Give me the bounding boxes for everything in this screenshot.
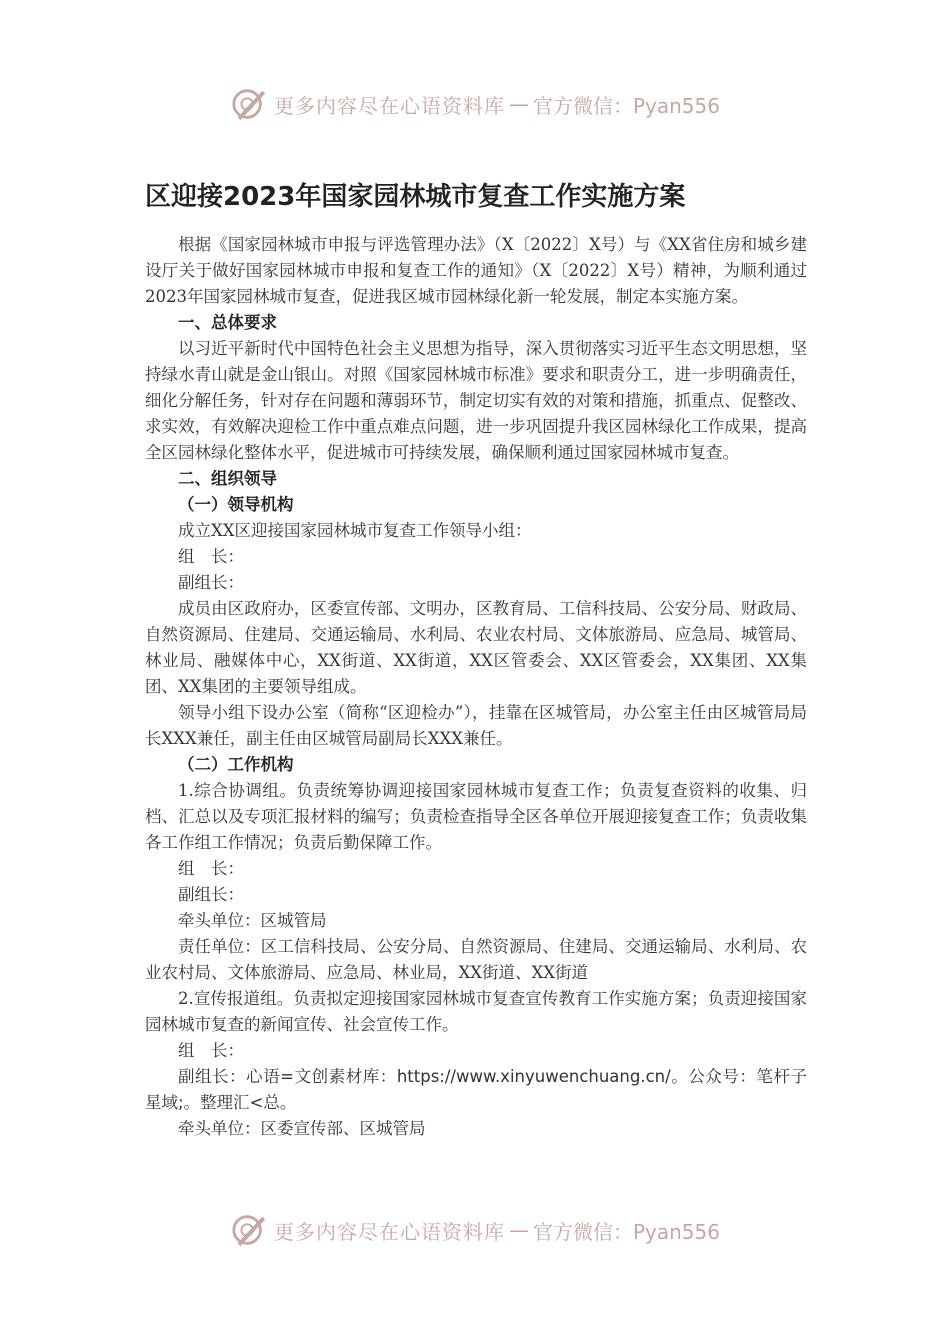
body-paragraph: 2.宣传报道组。负责拟定迎接国家园林城市复查宣传教育工作实施方案；负责迎接国家园林城市复查的新闻宣传、社会宣传工作。 [145, 989, 807, 1034]
section-heading: （二）工作机构 [178, 755, 294, 774]
body-paragraph: 组 长： [178, 859, 244, 878]
banner-text: 更多内容尽在心语资料库 [273, 93, 505, 118]
body-paragraph: 组 长： [178, 1041, 244, 1060]
banner-wechat: 官方微信：Pyan556 [532, 1219, 720, 1244]
document-title: 区迎接2023年国家园林城市复查工作实施方案 [145, 182, 686, 212]
body-paragraph: 1.综合协调组。负责统筹协调迎接国家园林城市复查工作；负责复查资料的收集、归档、汇总以及专项汇报材料的编写；负责检查指导全区各单位开展迎接复查工作；负责收集各工作组工作情况；负责后勤保障工作。 [145, 781, 807, 852]
body-paragraph: 领导小组下设办公室（简称“区迎检办”），挂靠在区城管局，办公室主任由区城管局局长XXX兼任，副主任由区城管局副局长XXX兼任。 [145, 703, 807, 748]
footer-watermark-banner [0, 1210, 950, 1250]
banner-separator: — [508, 1218, 529, 1242]
body-paragraph: 副组长： [178, 573, 244, 592]
section-heading: （一）领导机构 [178, 495, 294, 514]
body-paragraph: 根据《国家园林城市申报与评选管理办法》（X〔2022〕X号）与《XX省住房和城乡建设厅关于做好国家园林城市申报和复查工作的通知》（X〔2022〕X号）精神，为顺利通过2023年国家园林城市复查，促进我区城市园林绿化新一轮发展，制定本实施方案。 [145, 235, 807, 306]
body-paragraph: 成员由区政府办，区委宣传部、文明办，区教育局、工信科技局、公安分局、财政局、自然资源局、住建局、交通运输局、水利局、农业农村局、文体旅游局、应急局、城管局、林业局、融媒体中心，XX街道、XX街道，XX区管委会、XX区管委会，XX集团、XX集团、XX集团的主要领导组成。 [145, 599, 807, 696]
banner-separator: — [508, 92, 529, 116]
pen-logo-icon [230, 1211, 268, 1249]
section-heading: 二、组织领导 [178, 469, 277, 488]
header-watermark-banner [0, 84, 950, 124]
banner-text: 更多内容尽在心语资料库 [273, 1219, 505, 1244]
body-paragraph: 责任单位：区工信科技局、公安分局、自然资源局、住建局、交通运输局、水利局、农业农村局、文体旅游局、应急局、林业局，XX街道、XX街道 [145, 937, 807, 982]
body-paragraph: 牵头单位：区城管局 [178, 911, 327, 930]
section-heading: 一、总体要求 [178, 313, 277, 332]
body-paragraph: 成立XX区迎接国家园林城市复查工作领导小组： [178, 521, 532, 540]
document-body [145, 232, 807, 1142]
body-paragraph: 副组长： [178, 885, 244, 904]
body-paragraph: 组 长： [178, 547, 244, 566]
body-paragraph: 副组长：心语=文创素材库：https://www.xinyuwenchuang.cn/。公众号：笔杆子星域;。整理汇<总。 [145, 1067, 807, 1112]
pen-logo-icon [230, 85, 268, 123]
body-paragraph: 以习近平新时代中国特色社会主义思想为指导，深入贯彻落实习近平生态文明思想，坚持绿水青山就是金山银山。对照《国家园林城市标准》要求和职责分工，进一步明确责任，细化分解任务，针对存在问题和薄弱环节，制定切实有效的对策和措施，抓重点、促整改、求实效，有效解决迎检工作中重点难点问题，进一步巩固提升我区园林绿化工作成果，提高全区园林绿化整体水平，促进城市可持续发展，确保顺利通过国家园林城市复查。 [145, 339, 807, 462]
banner-wechat: 官方微信：Pyan556 [532, 93, 720, 118]
body-paragraph: 牵头单位：区委宣传部、区城管局 [178, 1119, 426, 1138]
